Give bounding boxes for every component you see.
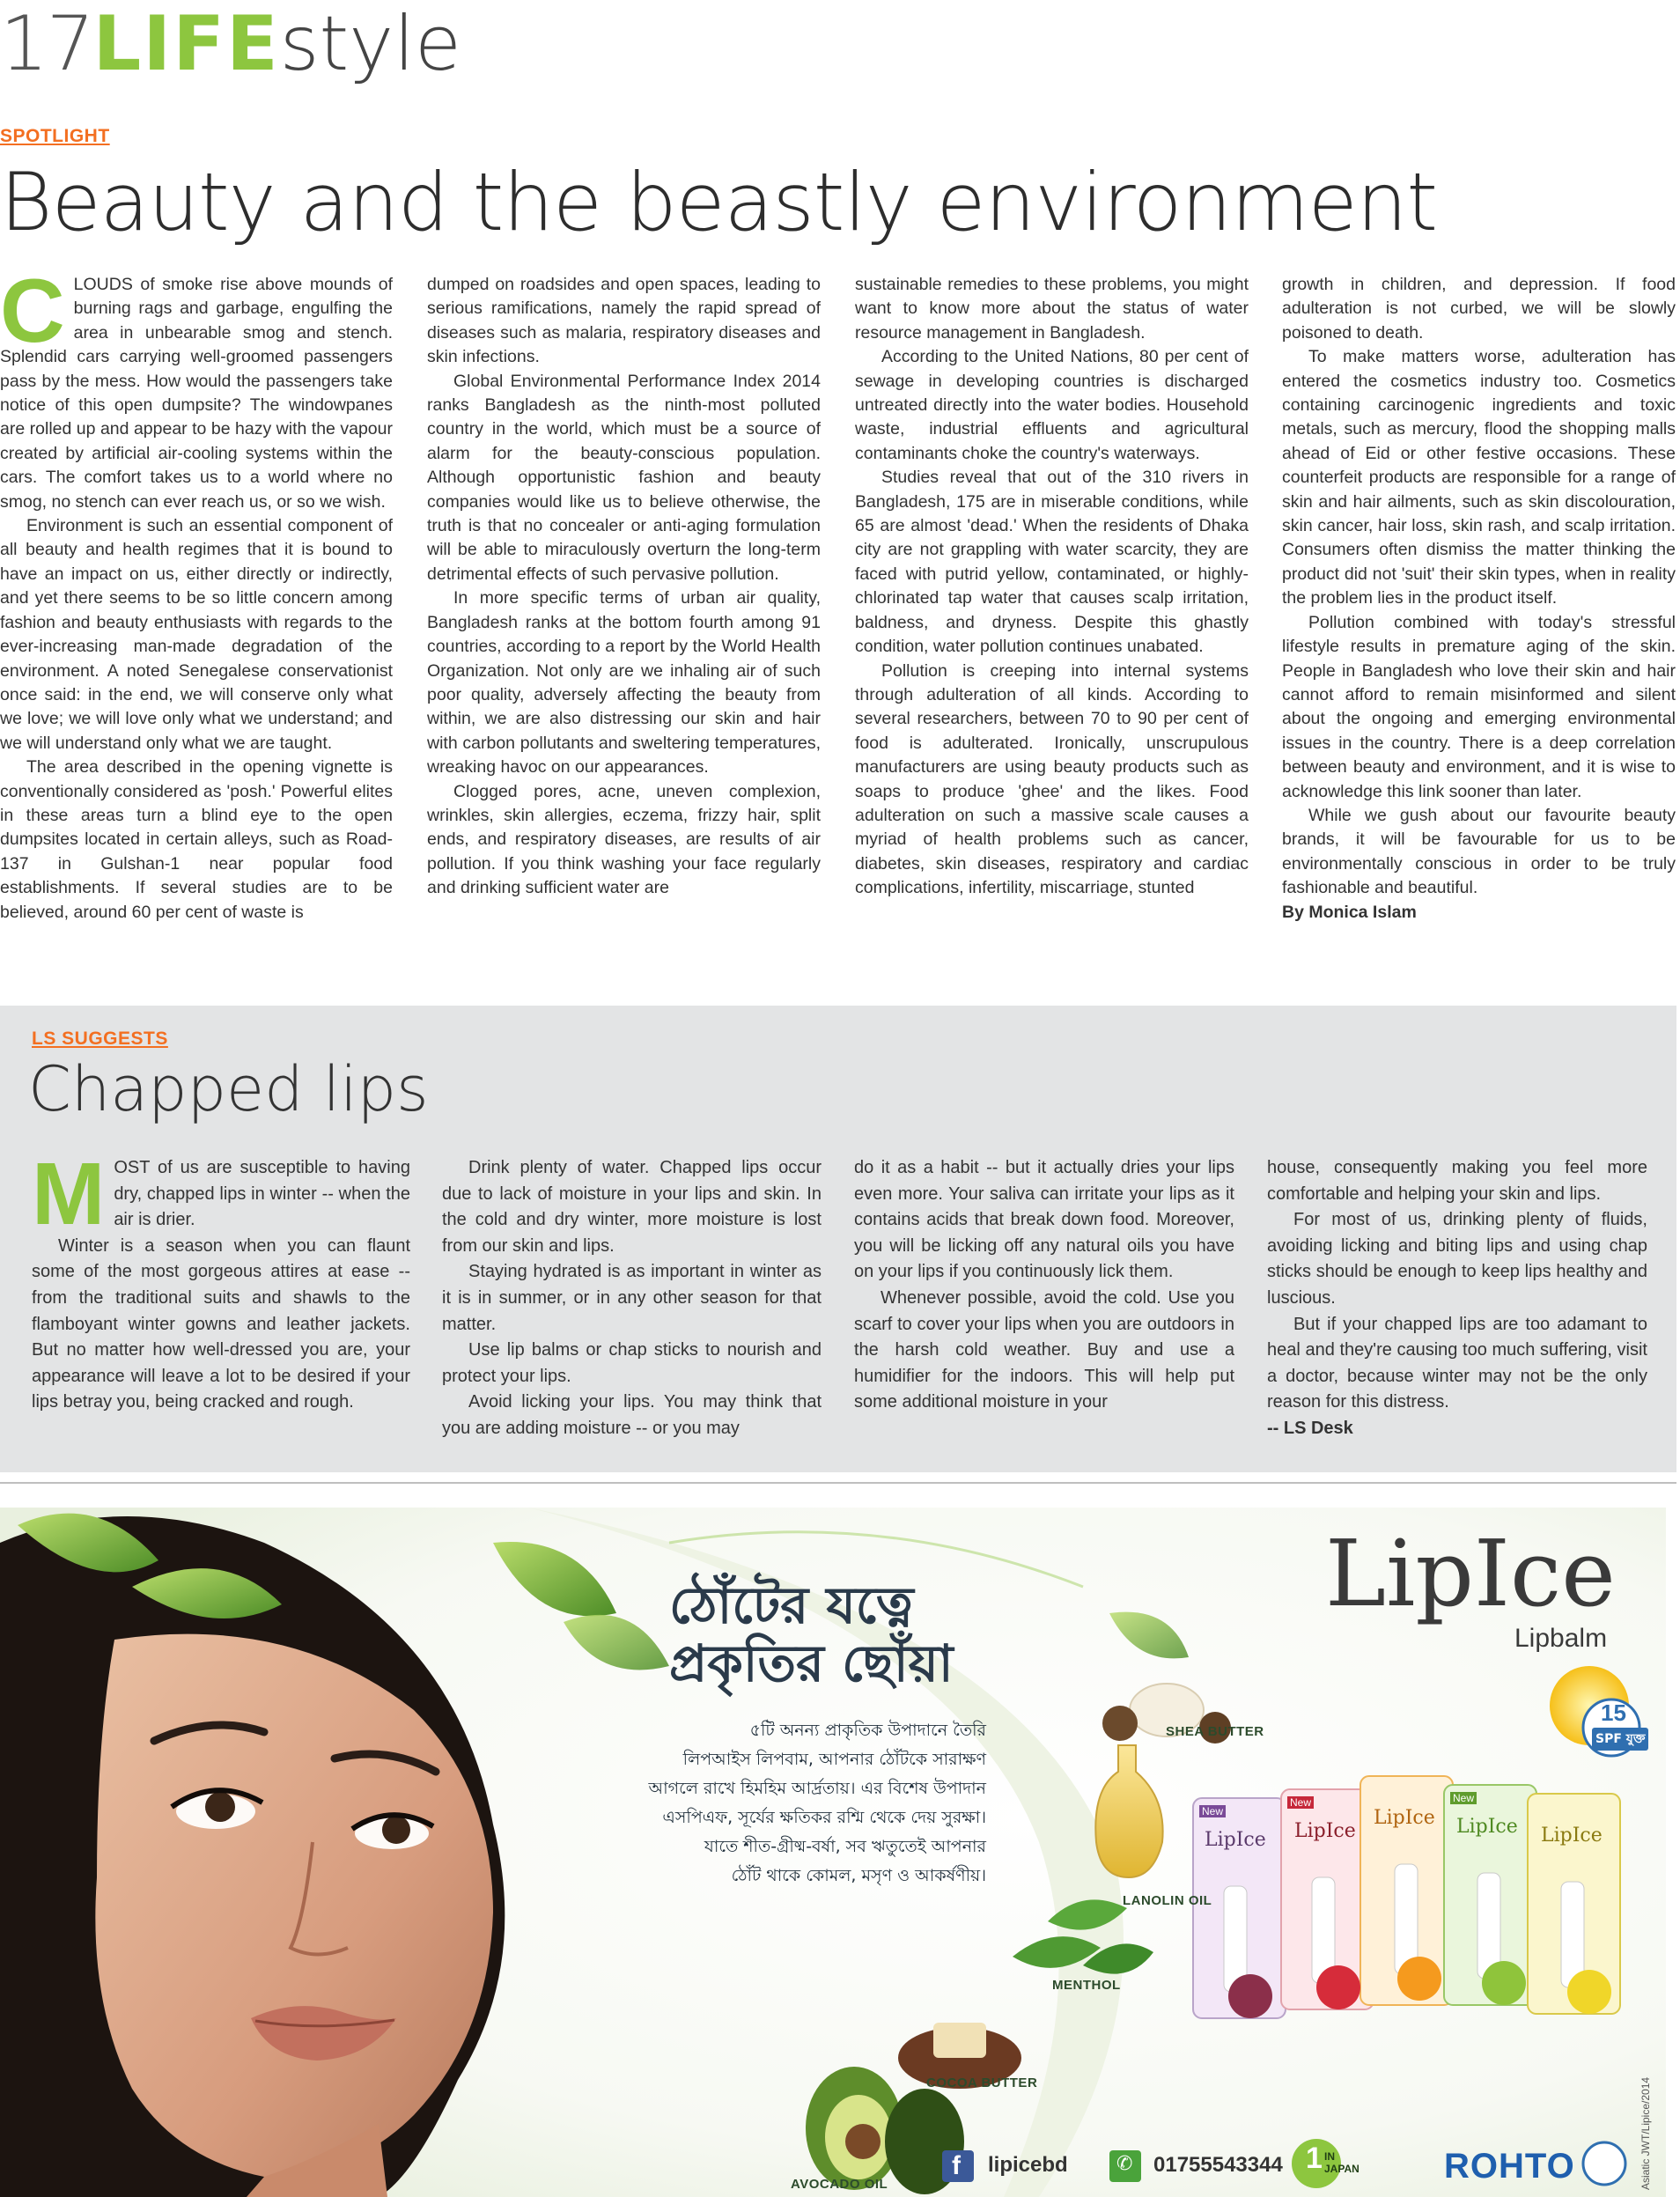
product-stick-label: LipIce (1456, 1816, 1518, 1838)
section-divider (0, 1482, 1676, 1484)
spf-number: 15 (1601, 1699, 1626, 1726)
advert-body (616, 1716, 986, 1891)
lipice-advertisement (0, 1508, 1666, 2197)
phone-icon: ✆ (1116, 2153, 1133, 2175)
advert-body-line: যাতে শীত-গ্রীষ্ম-বর্ষা, সব ঋতুতেই আপনার (704, 1837, 986, 1856)
ls-column-3 (854, 1155, 1234, 1416)
paragraph: Pollution is creeping into internal systems through adulteration of all kinds. According to several researchers, between 70 to 90 per cent of food is adulterated. Ironically, unscrupulous manufacturers are using beauty products such as soaps to produce 'ghee' and the likes. Food adulteration on such a massive scale causes a myriad of health problems such as cancer, diabetes, skin diseases, respiratory and cardiac complications, infertility, miscarriage, stunted (855, 660, 1249, 898)
paragraph: But if your chapped lips are too adamant to heal and they're causing too much suffering, visit a doctor, because winter may not be the only reason for this distress. (1267, 1314, 1647, 1412)
ingredient-label: COCOA BUTTER (926, 2075, 1038, 2090)
paragraph: While we gush about our favourite beauty brands, it will be favourable for us to be environmentally conscious in order to be truly fashionable and beautiful. (1282, 805, 1676, 898)
page-number: 17 (0, 0, 93, 88)
drop-cap: C (0, 261, 65, 361)
spf-label: SPF যুক্ত (1592, 1728, 1648, 1751)
drop-cap: M (32, 1145, 106, 1243)
paragraph: Environment is such an essential component of all beauty and health regimes that it is bound to have an impact on us, either directly or indirectly, and yet there seems to be so little concern among fashion and beauty enthusiasts with regards to the ever-increasing man-made degradation of the environment. A noted Senegalese conservationist once said: in the end, we will conserve only what we love; we will love only what we understand; and we will understand only what we are taught. (0, 516, 393, 753)
ingredient-label: LANOLIN OIL (1123, 1893, 1212, 1908)
ingredient-label: AVOCADO OIL (791, 2177, 888, 2192)
page-folio (0, 0, 461, 88)
advert-body-line: ঠোঁট থাকে কোমল, মসৃণ ও আকর্ষণীয়। (731, 1866, 986, 1885)
product-stick-label: LipIce (1541, 1825, 1603, 1847)
paragraph: In more specific terms of urban air quality, Bangladesh ranks at the bottom fourth among 91 countries, according to a report by the World Health Organization. Not only are we inhaling air of such poor quality, adversely affecting the beauty from within, we are also distressing our skin and hair with carbon pollutants and sweltering temperatures, wreaking havoc on our appearances. (427, 588, 821, 778)
rohto-logo: ROHTO (1444, 2147, 1575, 2186)
japan-badge-text: IN JAPAN (1324, 2150, 1359, 2175)
paragraph: Drink plenty of water. Chapped lips occur due to lack of moisture in your lips and skin. In the cold and dry winter, more moisture is lost from our skin and lips. (442, 1158, 822, 1256)
advert-credit: Asiatic JWT/Lipice/2014 (1639, 2076, 1652, 2190)
ls-column-2 (442, 1155, 822, 1442)
paragraph: LOUDS of smoke rise above mounds of burning rags and garbage, engulfing the area in unbearable smog and stench. Splendid cars carrying well-groomed passengers pass by the mess. How would the passengers take notice of this open dumpsite? The windowpanes are rolled up and appear to be hazy with the vapour created by artificial air-cooling systems within the cars. The comfort takes us to a world where no smog, no stench can ever reach us, or so we wish. (0, 275, 393, 512)
advert-headline (669, 1576, 954, 1692)
paragraph: do it as a habit -- but it actually dries your lips even more. Your saliva can irritate your lips as it contains acids that break down food. Moreover, you will be licking off any natural oils you have on your lips if you continuously lick them. (854, 1158, 1234, 1282)
paragraph: Use lip balms or chap sticks to nourish and protect your lips. (442, 1340, 822, 1386)
paragraph: The area described in the opening vignette is conventionally considered as 'posh.' Powerful elites in these areas turn a blind eye to the open dumpsites located in certain alleys, such as Road-137 in Gulshan-1 near popular food establishments. If several studies are to be believed, around 60 per cent of waste is (0, 757, 393, 922)
advert-headline-line: ঠোঁটের যত্নে (669, 1575, 914, 1635)
paragraph: Winter is a season when you can flaunt some of the most gorgeous attires at ease -- from the traditional suits and shawls to the flamboyant winter gowns and leather jackets. But no matter how well-dressed you are, your appearance will leave a lot to be desired if your lips betray you, being cracked and rough. (32, 1235, 410, 1412)
article-column-1 (0, 261, 393, 925)
paragraph: sustainable remedies to these problems, you might want to know more about the status of water resource management in Bangladesh. (855, 275, 1249, 343)
brand-logo: LipIce (1325, 1520, 1616, 1627)
paragraph: Global Environmental Performance Index 2014 ranks Bangladesh as the ninth-most polluted country in the world, which must be a source of alarm for the beauty-conscious population. Although opportunistic fashion and beauty companies would like us to believe otherwise, the truth is that no concealer or anti-aging formulation will be able to miraculously overturn the long-term detrimental effects of such pervasive pollution. (427, 371, 821, 584)
product-stick-label: LipIce (1374, 1807, 1435, 1829)
paragraph: Whenever possible, avoid the cold. Use you scarf to cover your lips when you are outdoors in the harsh cold weather. Buy and use a humidifier for the indoors. This will help put some additional moisture in your (854, 1287, 1234, 1412)
advert-headline-line: প্রকৃতির ছোঁয়া (669, 1633, 954, 1693)
brand-subtitle: Lipbalm (1514, 1624, 1608, 1653)
advert-body-line: ৫টি অনন্য প্রাকৃতিক উপাদানে তৈরি (749, 1721, 986, 1740)
section-name-light: style (279, 0, 461, 88)
new-badge: New (1450, 1792, 1477, 1804)
paragraph: Avoid licking your lips. You may think that you are adding moisture -- or you may (442, 1392, 822, 1438)
paragraph: Pollution combined with today's stressful lifestyle results in premature aging of the skin. People in Bangladesh who love their skin and hair cannot afford to remain misinformed and silent about the ongoing and emerging environmental issues in the country. There is a deep correlation between beauty and environment, and it is wise to acknowledge this link sooner than later. (1282, 612, 1676, 801)
paragraph: Staying hydrated is as important in winter as it is in summer, or in any other season for that matter. (442, 1262, 822, 1334)
article-column-4 (1282, 273, 1676, 925)
product-stick-label: LipIce (1205, 1829, 1266, 1851)
paragraph: For most of us, drinking plenty of fluids, avoiding licking and biting lips and using chap sticks should be enough to keep lips healthy and luscious. (1267, 1210, 1647, 1308)
ls-column-1 (32, 1145, 410, 1416)
phone-number: 01755543344 (1153, 2153, 1283, 2177)
ls-suggests-kicker: LS SUGGESTS (32, 1028, 168, 1049)
product-stick-label: LipIce (1294, 1820, 1356, 1842)
advert-body-line: এসপিএফ, সূর্যের ক্ষতিকর রশ্মি থেকে দেয় সুরক্ষা। (662, 1808, 986, 1827)
advert-body-line: লিপআইস লিপবাম, আপনার ঠোঁটকে সারাক্ষণ (682, 1750, 986, 1769)
paragraph: Studies reveal that out of the 310 rivers in Bangladesh, 175 are in miserable conditions, while 65 are almost 'dead.' When the residents of Dhaka city are not grappling with water scarcity, they are faced with putrid yellow, contaminated, or highly-chlorinated tap water that causes scalp irritation, baldness, and dryness. Despite this ghastly condition, water pollution continues unabated. (855, 468, 1249, 657)
article-column-3 (855, 273, 1249, 901)
article-headline: Beauty and the beastly environment (0, 157, 1438, 249)
paragraph: OST of us are susceptible to having dry, chapped lips in winter -- when the air is drier. (114, 1158, 410, 1230)
facebook-handle: lipicebd (988, 2153, 1068, 2177)
paragraph: house, consequently making you feel more comfortable and helping your skin and lips. (1267, 1158, 1647, 1204)
facebook-icon: f (952, 2151, 961, 2180)
new-badge: New (1199, 1805, 1226, 1817)
paragraph: To make matters worse, adulteration has entered the cosmetics industry too. Cosmetics containing carcinogenic ingredients and toxic metals, such as mercury, flood the shopping malls ahead of Eid or other festive occasions. These counterfeit products are responsible for a range of skin and hair ailments, such as skin discolouration, skin cancer, hair loss, skin rash, and scalp irritation. Consumers often dismiss the matter thinking the product did not 'suit' their skin types, when in reality the problem lies in the product itself. (1282, 347, 1676, 608)
article-column-2 (427, 273, 821, 901)
article-byline: By Monica Islam (1282, 902, 1417, 922)
new-badge: New (1287, 1796, 1314, 1809)
ls-suggests-title: Chapped lips (28, 1053, 429, 1125)
paragraph: dumped on roadsides and open spaces, leading to serious ramifications, namely the rapid spread of diseases such as malaria, respiratory diseases and skin infections. (427, 275, 821, 367)
ingredient-label: SHEA BUTTER (1166, 1724, 1264, 1739)
ingredient-label: MENTHOL (1052, 1978, 1121, 1993)
paragraph: growth in children, and depression. If food adulteration is not curbed, we will be slowly poisoned to death. (1282, 275, 1676, 343)
section-name-bold: LIFE (92, 0, 280, 88)
paragraph: According to the United Nations, 80 per cent of sewage in developing countries is discharged untreated directly into the water bodies. Household waste, industrial effluents and agricultural contaminants choke the country's waterways. (855, 347, 1249, 463)
japan-badge-number: 1 (1306, 2142, 1323, 2175)
ls-byline: -- LS Desk (1267, 1418, 1353, 1438)
spotlight-kicker: SPOTLIGHT (0, 126, 110, 146)
advert-body-line: আগলে রাখে হিমহিম আর্দ্রতায়। এর বিশেষ উপাদান (648, 1779, 986, 1798)
ls-column-4 (1267, 1155, 1647, 1442)
paragraph: Clogged pores, acne, uneven complexion, wrinkles, skin allergies, eczema, frizzy hair, split ends, and respiratory diseases, are results of air pollution. If you think washing your face regularly and drinking sufficient water are (427, 781, 821, 898)
